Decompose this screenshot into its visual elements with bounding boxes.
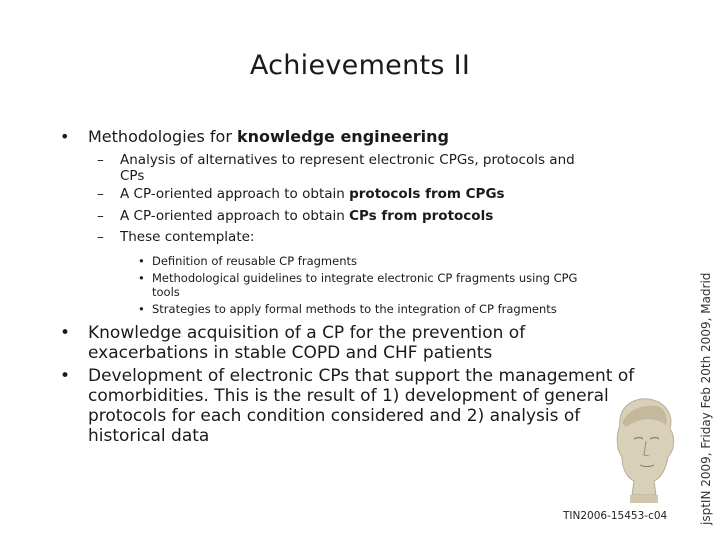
dot-marker: • [138, 302, 145, 316]
bullet-1 [88, 127, 449, 146]
bullet-1-bold: knowledge engineering [236, 127, 449, 146]
sub-bullet-2-bold: protocols from CPGs [349, 186, 505, 202]
bullet-2-line2: exacerbations in stable COPD and CHF patients [88, 343, 493, 363]
bullet-1-text: Methodologies for [88, 127, 237, 146]
bullet-marker: • [60, 323, 71, 343]
sub-bullet-1-line1: Analysis of alternatives to represent electronic CPGs, protocols and [120, 152, 575, 168]
bullet-3-line2: comorbidities. This is the result of 1) development of general [88, 386, 609, 406]
dash-marker: – [97, 186, 104, 202]
dash-marker: – [97, 152, 104, 168]
bullet-2-line1: Knowledge acquisition of a CP for the prevention of [88, 323, 526, 343]
sub-bullet-3-text: A CP-oriented approach to obtain [120, 208, 350, 224]
bullet-marker: • [60, 366, 71, 386]
sub-bullet-2 [120, 186, 505, 203]
bullet-3-line1: Development of electronic CPs that support the management of [88, 366, 635, 386]
dot-marker: • [138, 271, 145, 285]
bullet-3-line3: protocols for each condition considered and 2) analysis of [88, 406, 581, 426]
sub-bullet-4: These contemplate: [120, 229, 255, 245]
dash-marker: – [97, 208, 104, 224]
page-title: Achievements II [249, 50, 471, 81]
dash-marker: – [97, 229, 104, 245]
bullet-marker: • [60, 127, 70, 146]
sub-bullet-2-text: A CP-oriented approach to obtain [120, 186, 350, 202]
sub-bullet-3-bold: CPs from protocols [349, 208, 494, 224]
subsub-bullet-2-line2: tools [152, 285, 180, 299]
subsub-bullet-2-line1: Methodological guidelines to integrate electronic CP fragments using CPG [152, 271, 578, 285]
side-event-text: jsptIN 2009, Friday Feb 20th 2009, Madrid [699, 272, 713, 525]
statue-head-image [604, 395, 684, 505]
sub-bullet-1-line2: CPs [120, 168, 145, 184]
dot-marker: • [138, 254, 145, 268]
bullet-3-line4: historical data [88, 426, 210, 446]
footer-project-code: TIN2006-15453-c04 [563, 510, 668, 522]
subsub-bullet-3: Strategies to apply formal methods to the integration of CP fragments [152, 302, 557, 316]
subsub-bullet-1: Definition of reusable CP fragments [152, 254, 357, 268]
sub-bullet-3 [120, 208, 493, 225]
